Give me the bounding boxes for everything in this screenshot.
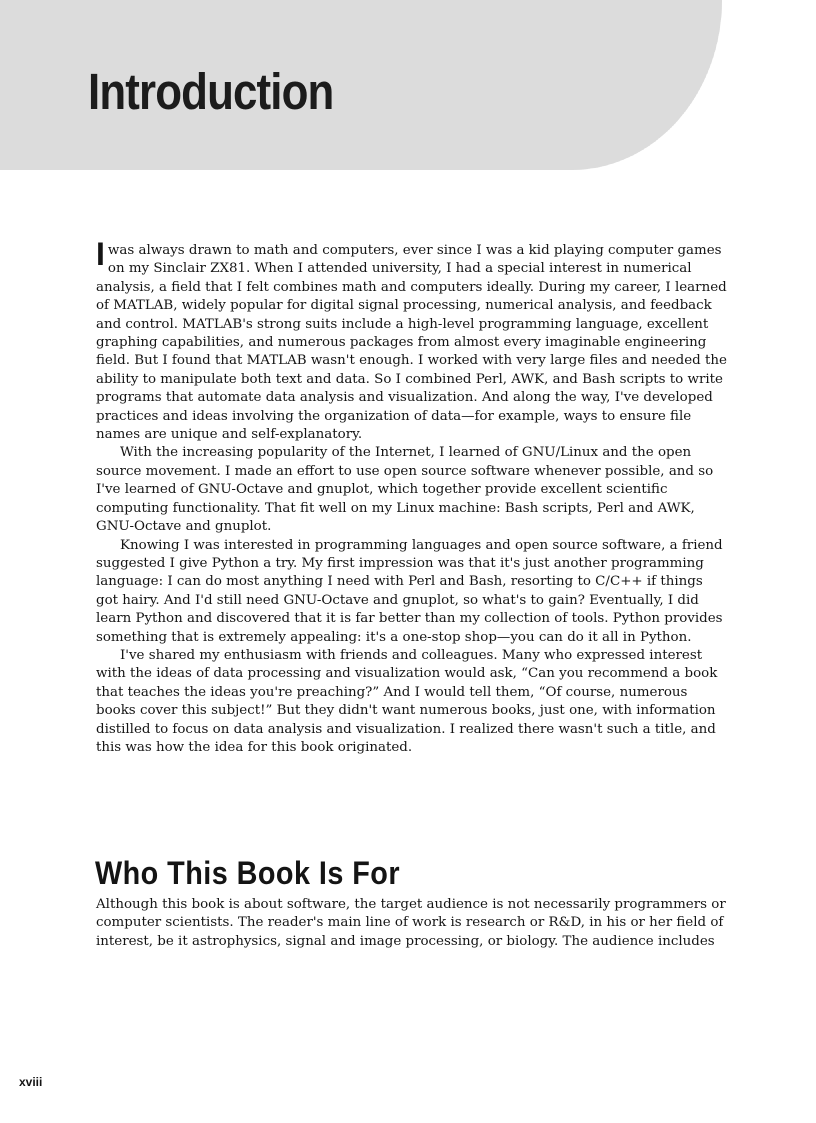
section-heading: Who This Book Is For [95, 855, 400, 891]
section-paragraph: Although this book is about software, the target audience is not necessarily programmers or computer scientists. The reader's main line of work is research or R&D, in his or her field of interest, be it astrophysics, signal and image processing, or biology. The audience includes [96, 897, 726, 949]
intro-text [96, 236, 728, 757]
chapter-title: Introduction [88, 63, 334, 120]
intro-paragraph-4: I've shared my enthusiasm with friends and colleagues. Many who expressed interest with the ideas of data processing and visualization would ask, “Can you recommend a book that teaches the ideas you're preaching?” And I would tell them, “Of course, numerous books cover this subject!” But they didn't want numerous books, just one, with information distilled to focus on data analysis and visualization. I realized there wasn't such a title, and this was how the idea for this book originated. [96, 647, 718, 755]
drop-cap: I [96, 236, 105, 272]
intro-paragraph-1 [96, 236, 728, 444]
intro-paragraph-2: With the increasing popularity of the Internet, I learned of GNU/Linux and the open source movement. I made an effort to use open source software whenever possible, and so I've learned of GNU-Octave and gnuplot, which together provide excellent scientific computing functionality. That fit well on my Linux machine: Bash scripts, Perl and AWK, GNU-Octave and gnuplot. [96, 445, 714, 535]
page-number: xviii [19, 1075, 43, 1089]
section-text [96, 896, 728, 951]
intro-paragraph-3: Knowing I was interested in programming languages and open source software, a friend suggested I give Python a try. My first impression was that it's just another programming language: I can do most anything I need with Perl and Bash, resorting to C/C++ if things got hairy. And I'd still need GNU-Octave and gnuplot, so what's to gain? Eventually, I did learn Python and discovered that it is far better than my collection of tools. Python provides something that is extremely appealing: it's a one-stop shop—you can do it all in Python. [96, 537, 723, 645]
intro-paragraph-1-text: was always drawn to math and computers, ever since I was a kid playing computer games on my Sinclair ZX81. When I attended university, I had a special interest in numerical analysis, a field that I felt combines math and computers ideally. During my career, I learned of MATLAB, widely popular for digital signal processing, numerical analysis, and feedback and control. MATLAB's strong suits include a high-level programming language, excellent graphing capabilities, and numerous packages from almost every imaginable engineering field. But I found that MATLAB wasn't enough. I worked with very large files and needed the ability to manipulate both text and data. So I combined Perl, AWK, and Bash scripts to write programs that automate data analysis and visualization. And along the way, I've developed practices and ideas involving the organization of data—for example, ways to ensure file names are unique and self-explanatory. [96, 243, 727, 443]
